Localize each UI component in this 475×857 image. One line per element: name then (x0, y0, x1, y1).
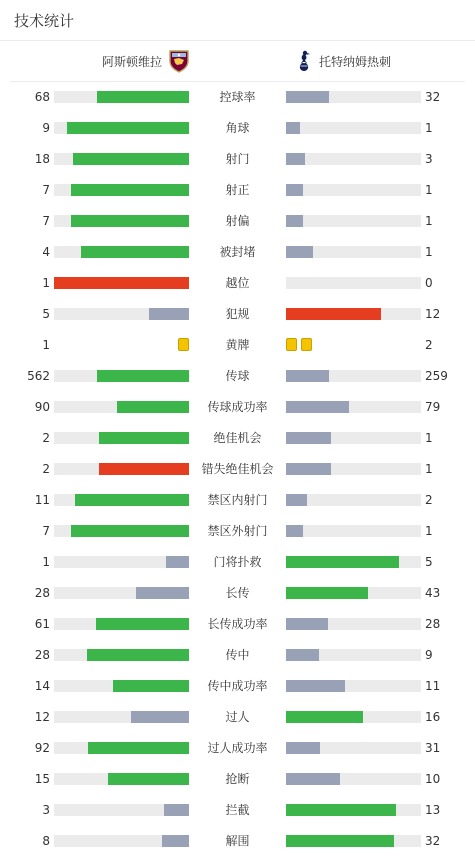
stat-row (0, 516, 475, 546)
away-bar-track (286, 432, 421, 444)
stat-row (0, 578, 475, 608)
home-bar-track (54, 184, 189, 196)
stat-label: 射正 (225, 183, 250, 197)
home-value: 4 (42, 245, 50, 259)
header (0, 0, 475, 41)
away-bar-track (286, 184, 421, 196)
home-bar-track (54, 91, 189, 103)
home-value: 5 (42, 307, 50, 321)
home-bar-fill (71, 215, 189, 227)
home-bar-fill (164, 804, 189, 816)
away-value: 1 (425, 431, 433, 445)
stat-row (0, 268, 475, 298)
home-bar-track (54, 215, 189, 227)
away-value: 259 (425, 369, 448, 383)
stat-row (0, 299, 475, 329)
stat-row (0, 640, 475, 670)
team-header (10, 41, 465, 82)
stat-label: 过人成功率 (207, 741, 268, 755)
home-value: 562 (27, 369, 50, 383)
away-bar-track (286, 401, 421, 413)
away-bar-track (286, 835, 421, 847)
away-bar-track (286, 370, 421, 382)
home-value: 14 (34, 679, 50, 693)
home-bar-track (54, 742, 189, 754)
home-bar-track (54, 463, 189, 475)
home-bar-fill (99, 432, 189, 444)
home-value: 68 (34, 90, 50, 104)
stat-row (0, 237, 475, 267)
home-bar-fill (166, 556, 189, 568)
home-value: 15 (34, 772, 50, 786)
home-bar-track (54, 308, 189, 320)
home-value: 1 (42, 276, 50, 290)
stat-row (0, 733, 475, 763)
away-bar-track (286, 680, 421, 692)
away-bar-fill (286, 742, 320, 754)
home-bar-fill (113, 680, 189, 692)
home-value: 1 (42, 338, 50, 352)
away-bar-track (286, 463, 421, 475)
yellow-card-icon (301, 338, 312, 351)
home-bar-fill (67, 122, 189, 134)
stat-label: 角球 (225, 121, 250, 135)
stat-row (0, 113, 475, 143)
home-value: 11 (34, 493, 50, 507)
stat-row (0, 423, 475, 453)
home-bar-fill (162, 835, 189, 847)
stat-label: 长传成功率 (207, 617, 268, 631)
away-value: 13 (425, 803, 441, 817)
home-bar-fill (136, 587, 189, 599)
stat-label: 传球成功率 (207, 400, 268, 414)
away-bar-fill (286, 804, 396, 816)
stat-label: 射门 (225, 152, 250, 166)
away-bar-fill (286, 401, 349, 413)
away-value: 43 (425, 586, 441, 600)
home-bar-fill (97, 91, 189, 103)
stat-label: 禁区内射门 (207, 493, 268, 507)
home-bar-fill (54, 277, 189, 289)
away-bar-fill (286, 711, 363, 723)
home-bar-fill (73, 153, 189, 165)
away-bar-fill (286, 153, 305, 165)
home-bar-track (54, 494, 189, 506)
home-bar-track (54, 370, 189, 382)
home-bar-track (54, 618, 189, 630)
home-bar-track (54, 153, 189, 165)
away-value: 1 (425, 245, 433, 259)
stat-row (0, 702, 475, 732)
home-bar-track (54, 804, 189, 816)
away-bar-fill (286, 835, 394, 847)
stat-row (0, 175, 475, 205)
stat-label: 越位 (225, 276, 250, 290)
away-bar-track (286, 122, 421, 134)
stat-label: 传中成功率 (207, 679, 268, 693)
away-value: 1 (425, 462, 433, 476)
away-bar-fill (286, 184, 303, 196)
away-value: 1 (425, 214, 433, 228)
away-bar-track (286, 618, 421, 630)
away-bar-track (286, 215, 421, 227)
away-bar-track (286, 773, 421, 785)
home-bar-track (54, 649, 189, 661)
away-bar-track (286, 308, 421, 320)
home-bar-fill (87, 649, 189, 661)
away-bar-track (286, 277, 421, 289)
home-bar-fill (81, 246, 189, 258)
away-bar-track (286, 525, 421, 537)
stat-label: 传球 (225, 369, 250, 383)
away-bar-fill (286, 91, 329, 103)
home-bar-track (54, 711, 189, 723)
away-bar-fill (286, 618, 328, 630)
away-bar-fill (286, 432, 331, 444)
page-title: 技术统计 (14, 12, 75, 30)
stat-row (0, 764, 475, 794)
stat-label: 拦截 (225, 803, 250, 817)
stat-label: 解围 (225, 834, 250, 848)
home-bar-fill (117, 401, 189, 413)
stat-label: 传中 (225, 648, 250, 662)
stat-label: 绝佳机会 (213, 431, 262, 445)
away-value: 1 (425, 183, 433, 197)
home-bar-fill (71, 184, 189, 196)
away-value: 28 (425, 617, 441, 631)
home-team-name: 阿斯顿维拉 (102, 54, 163, 69)
away-bar-track (286, 742, 421, 754)
home-bar-track (54, 246, 189, 258)
away-bar-fill (286, 587, 368, 599)
away-bar-fill (286, 463, 331, 475)
home-bar-fill (97, 370, 189, 382)
stat-row (0, 826, 475, 856)
home-bar-track (54, 122, 189, 134)
away-value: 1 (425, 121, 433, 135)
away-value: 32 (425, 834, 441, 848)
home-bar-fill (71, 525, 189, 537)
away-bar-fill (286, 122, 300, 134)
home-bar-track (54, 680, 189, 692)
away-bar-fill (286, 525, 303, 537)
home-bar-fill (108, 773, 189, 785)
away-yellow-cards (286, 338, 312, 351)
stat-label: 抢断 (225, 772, 250, 786)
home-value: 7 (42, 214, 50, 228)
stat-label: 控球率 (219, 90, 256, 104)
stat-row (0, 795, 475, 825)
home-value: 9 (42, 121, 50, 135)
away-bar-fill (286, 649, 319, 661)
aston-villa-crest-icon (168, 49, 190, 73)
home-value: 8 (42, 834, 50, 848)
home-value: 1 (42, 555, 50, 569)
tottenham-crest-icon (293, 49, 315, 73)
home-bar-track (54, 587, 189, 599)
away-bar-track (286, 494, 421, 506)
home-bar-track (54, 835, 189, 847)
stat-row (0, 82, 475, 112)
home-value: 12 (34, 710, 50, 724)
away-bar-fill (286, 308, 381, 320)
stat-label: 黄牌 (225, 338, 250, 352)
stat-label: 错失绝佳机会 (201, 462, 274, 476)
away-bar-fill (286, 556, 399, 568)
away-value: 10 (425, 772, 441, 786)
home-bar-track (54, 401, 189, 413)
stat-row (0, 485, 475, 515)
stat-label: 门将扑救 (213, 555, 262, 569)
home-value: 2 (42, 462, 50, 476)
away-team-name: 托特纳姆热刺 (319, 54, 392, 69)
stat-row (0, 361, 475, 391)
away-value: 79 (425, 400, 441, 414)
stat-row (0, 454, 475, 484)
home-value: 7 (42, 524, 50, 538)
away-value: 2 (425, 493, 433, 507)
away-bar-fill (286, 773, 340, 785)
home-bar-track (54, 525, 189, 537)
home-team[interactable] (102, 49, 190, 73)
away-value: 3 (425, 152, 433, 166)
home-value: 28 (34, 648, 50, 662)
stat-label: 禁区外射门 (207, 524, 268, 538)
away-value: 5 (425, 555, 433, 569)
stat-row (0, 609, 475, 639)
stat-label: 过人 (225, 710, 250, 724)
away-team[interactable] (293, 49, 391, 73)
away-bar-fill (286, 215, 303, 227)
home-value: 92 (34, 741, 50, 755)
yellow-card-icon (178, 338, 189, 351)
stat-row (0, 144, 475, 174)
away-value: 16 (425, 710, 441, 724)
stat-label: 长传 (225, 586, 250, 600)
home-bar-fill (88, 742, 189, 754)
away-bar-track (286, 804, 421, 816)
away-value: 11 (425, 679, 441, 693)
home-value: 18 (34, 152, 50, 166)
stat-row (0, 671, 475, 701)
away-value: 12 (425, 307, 441, 321)
home-value: 28 (34, 586, 50, 600)
home-value: 7 (42, 183, 50, 197)
away-bar-track (286, 556, 421, 568)
stat-label: 射偏 (225, 214, 250, 228)
home-bar-track (54, 556, 189, 568)
stat-row (0, 392, 475, 422)
away-value: 31 (425, 741, 441, 755)
home-bar-fill (131, 711, 189, 723)
away-bar-track (286, 91, 421, 103)
home-bar-track (54, 773, 189, 785)
home-bar-fill (75, 494, 189, 506)
stat-label: 被封堵 (219, 245, 256, 259)
away-bar-fill (286, 246, 313, 258)
away-bar-track (286, 587, 421, 599)
home-bar-track (54, 432, 189, 444)
home-value: 90 (34, 400, 50, 414)
away-bar-track (286, 246, 421, 258)
stat-row (0, 547, 475, 577)
home-bar-fill (96, 618, 189, 630)
stat-row (0, 206, 475, 236)
home-value: 2 (42, 431, 50, 445)
away-value: 32 (425, 90, 441, 104)
home-bar-track (54, 277, 189, 289)
away-bar-fill (286, 494, 307, 506)
stat-row (0, 330, 475, 360)
away-value: 0 (425, 276, 433, 290)
away-value: 1 (425, 524, 433, 538)
yellow-card-icon (286, 338, 297, 351)
away-bar-track (286, 649, 421, 661)
home-value: 61 (34, 617, 50, 631)
away-value: 9 (425, 648, 433, 662)
stat-label: 犯规 (225, 307, 250, 321)
home-bar-fill (149, 308, 189, 320)
away-bar-track (286, 153, 421, 165)
home-value: 3 (42, 803, 50, 817)
home-yellow-cards (178, 338, 189, 351)
away-bar-fill (286, 370, 329, 382)
away-value: 2 (425, 338, 433, 352)
away-bar-track (286, 711, 421, 723)
away-bar-fill (286, 680, 345, 692)
home-bar-fill (99, 463, 189, 475)
